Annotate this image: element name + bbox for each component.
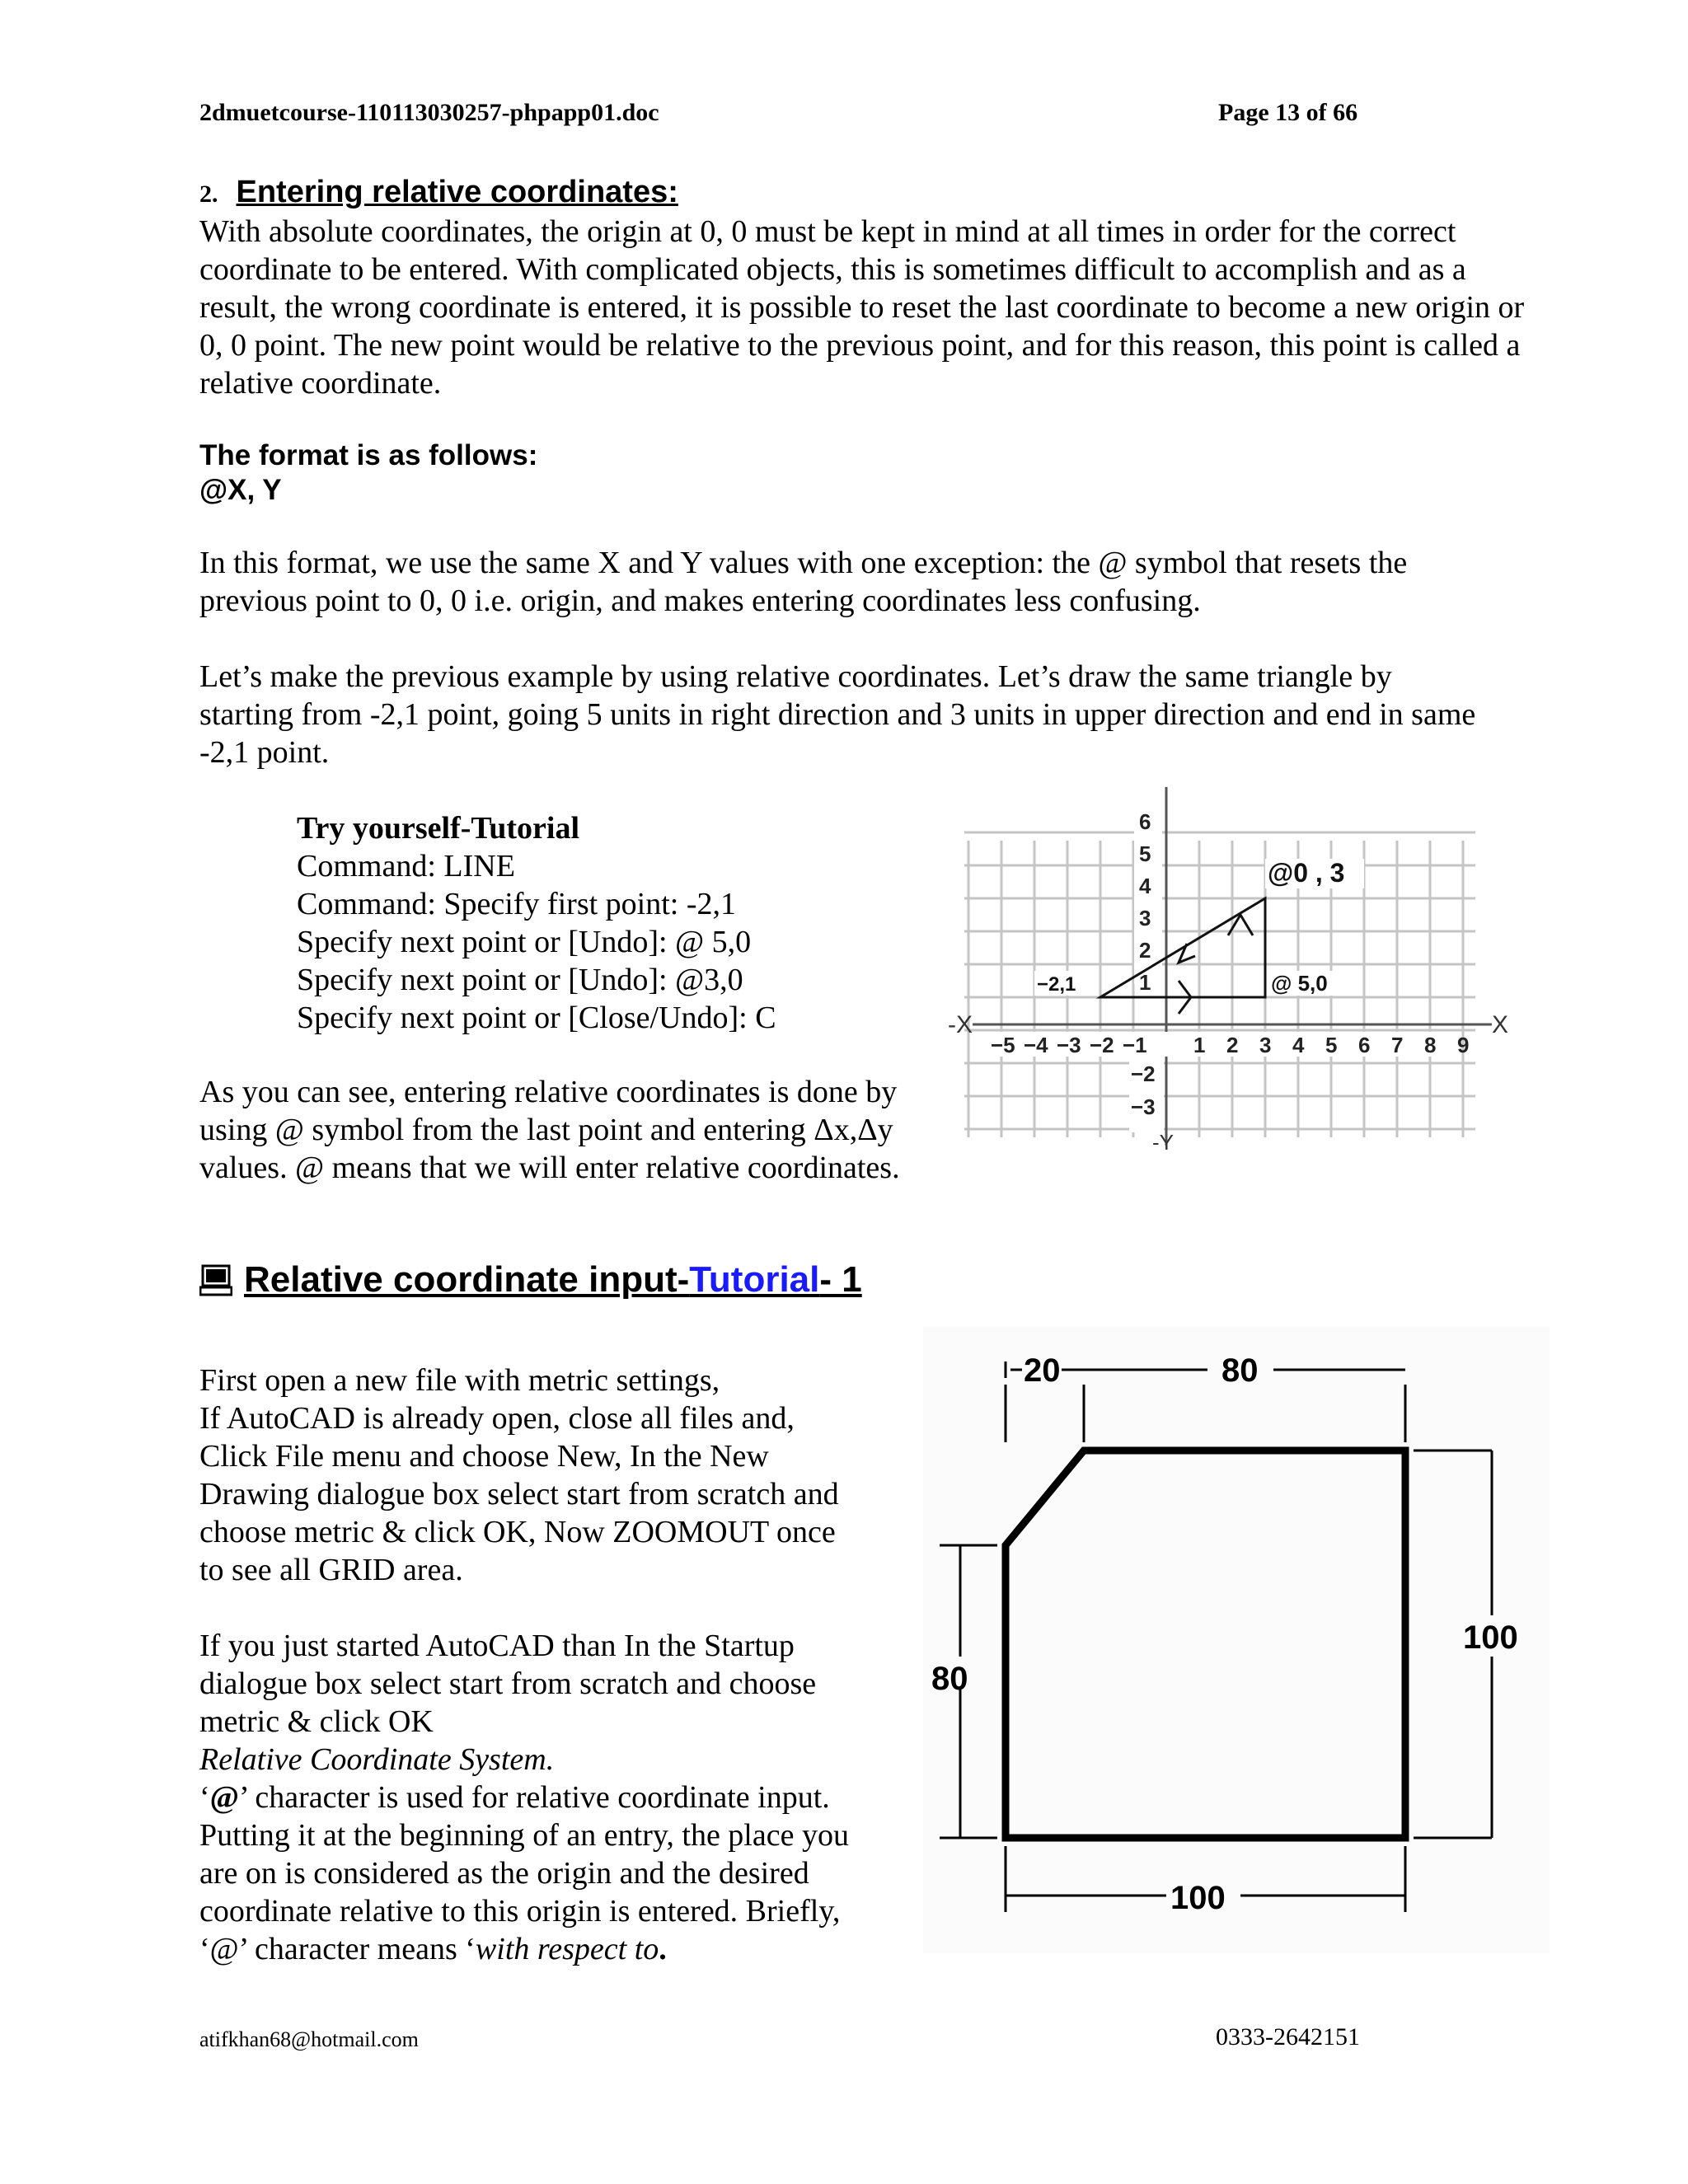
intro-paragraph: With absolute coordinates, the origin at 0, 0 must be kept in mind at all times in order for the correct coordinate to be entered. With complicated objects, this is sometimes difficult to accomplish and as a result, the wrong coordinate is entered, it is possible to reset the last coordinate to become a new origin or 0, 0 point. The new point would be relative to the previous point, and for this reason, this point is called a relative coordinate. (199, 214, 1525, 401)
y-tick: 1 (1139, 970, 1151, 995)
start-point-label: −2,1 (1037, 973, 1076, 996)
x-tick: 3 (1259, 1033, 1272, 1057)
x-tick: −5 (991, 1033, 1015, 1057)
dim-label-100-bottom: 100 (1170, 1880, 1226, 1916)
tutorial-line: Specify next point or [Undo]: @3,0 (297, 963, 743, 997)
x-tick: −1 (1123, 1033, 1147, 1057)
tutorial-line: Specify next point or [Undo]: @ 5,0 (297, 925, 752, 959)
text-prefix: ‘@’ character means ‘ (199, 1932, 476, 1966)
x-tick: 7 (1391, 1033, 1404, 1057)
x-tick: 4 (1292, 1033, 1305, 1057)
footer-phone: 0333-2642151 (1216, 2023, 1360, 2050)
text-line: If AutoCAD is already open, close all files and, (199, 1401, 795, 1436)
relative-coordinate-system-label: Relative Coordinate System. (199, 1742, 555, 1777)
x-tick: −3 (1057, 1033, 1081, 1057)
tutorial2-title-suffix: - 1 (819, 1259, 862, 1300)
y-tick: 3 (1139, 906, 1151, 930)
header-filename: 2dmuetcourse-110113030257-phpapp01.doc (199, 99, 659, 126)
text-line (199, 1779, 908, 1816)
neg-x-axis-label: -X (948, 1011, 973, 1038)
y-tick: −3 (1131, 1094, 1156, 1119)
text-line: Drawing dialogue box select start from scratch and (199, 1477, 839, 1511)
dim-label-80-left: 80 (931, 1661, 968, 1697)
y-tick: 4 (1139, 874, 1151, 898)
text-line: metric & click OK (199, 1704, 434, 1739)
tutorial2-paragraph-4 (199, 1779, 908, 1968)
y-tick: 5 (1139, 841, 1151, 866)
tutorial2-title (199, 1259, 862, 1305)
text-line: dialogue box select start from scratch and choose (199, 1666, 817, 1701)
label-up-move: @0 , 3 (1268, 858, 1345, 888)
neg-y-axis-label: -Y (1152, 1130, 1174, 1155)
x-axis-label: X (1492, 1011, 1509, 1038)
text-line-rest: ’ character is used for relative coordinate input. (239, 1780, 830, 1815)
text-line: First open a new file with metric settings, (199, 1363, 720, 1398)
format-description: In this format, we use the same X and Y values with one exception: the @ symbol that resets the previous point to 0, 0 i.e. origin, and makes entering coordinates less confusing. (199, 546, 1408, 618)
x-tick: 2 (1226, 1033, 1239, 1057)
text-line: choose metric & click OK, Now ZOOMOUT once (199, 1515, 836, 1549)
format-value: @X, Y (199, 474, 282, 506)
x-tick: 8 (1424, 1033, 1437, 1057)
y-tick: 2 (1139, 938, 1151, 963)
example-intro: Let’s make the previous example by using relative coordinates. Let’s draw the same triangle by starting from -2,1 point, going 5 units in right direction and 3 units in upper direction and end in same -2,1 point. (199, 659, 1476, 770)
dimensioned-shape-figure (923, 1327, 1550, 1953)
x-tick: 5 (1325, 1033, 1338, 1057)
text-line: Putting it at the beginning of an entry, the place you (199, 1818, 849, 1853)
coordinate-grid-figure (948, 783, 1525, 1162)
x-tick: 1 (1193, 1033, 1206, 1057)
tutorial-line: Specify next point or [Close/Undo]: C (297, 1001, 776, 1035)
x-tick: 9 (1457, 1033, 1470, 1057)
tutorial2-title-link[interactable]: Tutorial (689, 1259, 820, 1300)
period: . (659, 1932, 667, 1966)
text-line: If you just started AutoCAD than In the Startup (199, 1629, 795, 1663)
tutorial-heading: Try yourself-Tutorial (297, 811, 580, 846)
text-line: to see all GRID area. (199, 1553, 463, 1587)
section-heading (199, 175, 678, 210)
header-page-number: Page 13 of 66 (1218, 99, 1358, 126)
tutorial-block (297, 809, 776, 1037)
format-label: The format is as follows: (199, 439, 538, 471)
tutorial2-paragraph-2 (199, 1627, 908, 1741)
x-tick: −4 (1024, 1033, 1048, 1057)
y-tick: 6 (1139, 809, 1151, 834)
tutorial2-paragraph-1 (199, 1361, 908, 1589)
text-line (199, 1930, 908, 1968)
text-line: coordinate relative to this origin is entered. Briefly, (199, 1894, 841, 1929)
x-tick: 6 (1358, 1033, 1371, 1057)
dim-label-100-right: 100 (1463, 1619, 1518, 1656)
tutorial-line: Command: LINE (297, 849, 515, 883)
label-right-move: @ 5,0 (1271, 971, 1328, 996)
tutorial2-body (199, 1361, 908, 1968)
at-symbol: @ (209, 1780, 240, 1815)
section-title: Entering relative coordinates: (236, 175, 678, 209)
text-line: Click File menu and choose New, In the New (199, 1439, 769, 1474)
tutorial2-title-prefix: Relative coordinate input- (244, 1259, 690, 1300)
triangle (1100, 898, 1265, 1014)
x-tick: −2 (1090, 1033, 1114, 1057)
tutorial-explanation: As you can see, entering relative coordinates is done by using @ symbol from the last point and entering Δx,Δy values. @ means that we will enter relative coordinates. (199, 1075, 900, 1185)
computer-icon (199, 1263, 232, 1305)
tutorial-line: Command: Specify first point: -2,1 (297, 887, 737, 921)
text-line: are on is considered as the origin and the desired (199, 1856, 809, 1891)
y-tick: −2 (1131, 1062, 1156, 1086)
open-quote: ‘ (199, 1780, 210, 1815)
with-respect-to: with respect to (475, 1932, 659, 1966)
footer-email[interactable]: atifkhan68@hotmail.com (199, 2027, 419, 2051)
dim-label-80-top: 80 (1221, 1352, 1259, 1389)
dim-label-20: 20 (1024, 1352, 1061, 1389)
section-number: 2. (199, 180, 218, 208)
